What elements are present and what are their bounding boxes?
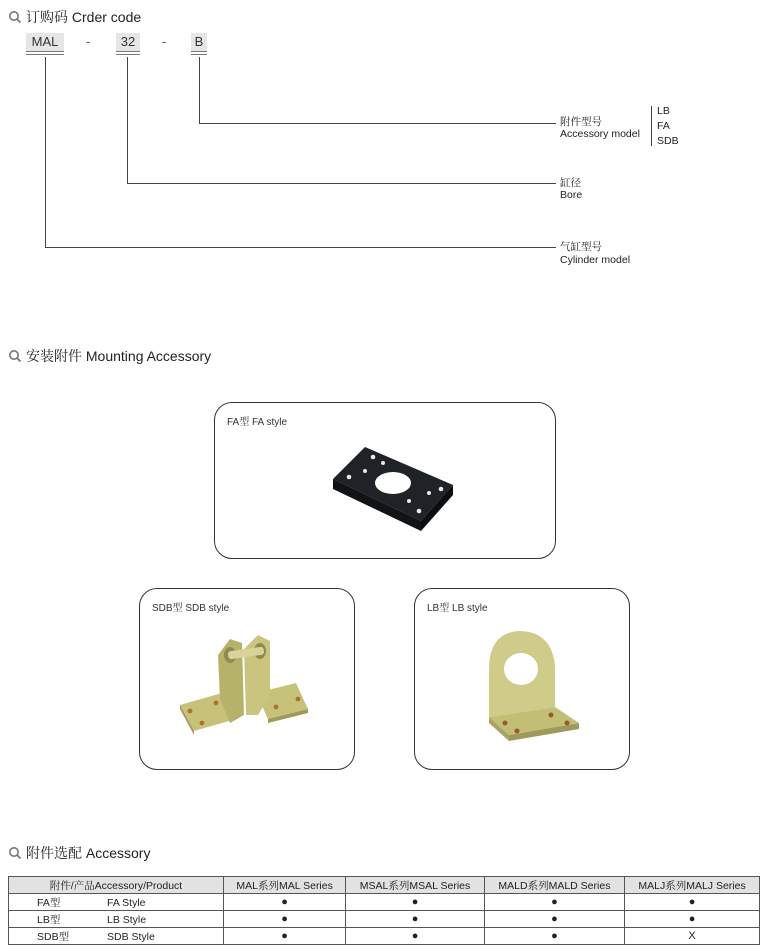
accessory-label-en: Accessory model [560,128,640,140]
column-header: MALJ系列MALJ Series [625,877,760,894]
model-leader-horizontal [45,247,556,248]
product-en: LB Style [107,913,147,926]
compat-cell: ● [625,911,760,928]
magnifier-icon [8,349,22,363]
accessory-label-cn: 附件型号 [560,116,602,128]
column-header: 附件/产品Accessory/Product [9,877,224,894]
mounting-accessory-title [8,346,211,366]
bore-label-cn: 缸径 [560,177,581,189]
table-header-row [9,877,760,894]
order-code-title [8,7,141,27]
product-en: FA Style [107,896,146,909]
lb-foot-image [475,625,590,755]
compat-cell: ● [625,894,760,911]
accessory-options-divider [651,106,652,146]
cylinder-label-cn: 气缸型号 [560,241,602,253]
product-cell [9,928,224,945]
compat-cell: ● [346,911,485,928]
code-separator: - [162,34,167,49]
column-header: MAL系列MAL Series [224,877,346,894]
lb-style-card [414,588,630,770]
sdb-style-label: SDB型 SDB style [152,603,230,614]
accessory-leader-horizontal [199,123,556,124]
product-cn: FA型 [37,896,61,909]
bore-leader-horizontal [127,183,556,184]
bore-leader-vertical [127,57,128,183]
product-cn: SDB型 [37,930,70,943]
table-row [9,928,760,945]
column-header: MSAL系列MSAL Series [346,877,485,894]
compat-cell: ● [484,928,624,945]
fa-style-card [214,402,556,559]
compat-cell: ● [224,928,346,945]
compat-cell: ● [484,911,624,928]
product-cn: LB型 [37,913,61,926]
compat-cell: ● [224,911,346,928]
sdb-style-card [139,588,355,770]
mounting-accessory-title-text: 安装附件 Mounting Accessory [26,348,212,364]
magnifier-icon [8,846,22,860]
code-separator: - [86,34,91,49]
model-leader-vertical [45,57,46,247]
compat-cell: ● [484,894,624,911]
table-row [9,911,760,928]
compat-cell: ● [346,894,485,911]
code-model-box: MAL [26,33,64,51]
lb-style-label: LB型 LB style [427,603,488,614]
product-cell [9,911,224,928]
cylinder-label-en: Cylinder model [560,254,631,266]
column-header: MALD系列MALD Series [484,877,624,894]
product-en: SDB Style [107,930,155,943]
accessory-option-sdb: SDB [657,135,679,147]
code-accessory-box: B [191,33,207,51]
accessory-table-title-text: 附件选配 Accessory [26,845,151,861]
accessory-leader-vertical [199,57,200,123]
fa-style-label: FA型 FA style [227,417,288,428]
accessory-compatibility-table [8,876,760,945]
code-bore-box: 32 [116,33,140,51]
compat-cell: ● [224,894,346,911]
bore-label-en: Bore [560,189,583,201]
product-cell [9,894,224,911]
accessory-table-title [8,843,150,863]
table-row [9,894,760,911]
compat-cell: ● [346,928,485,945]
accessory-option-fa: FA [657,120,670,132]
magnifier-icon [8,10,22,24]
fa-flange-image [325,441,455,541]
compat-cell: X [625,928,760,945]
order-code-title-text: 订购码 Crder code [26,9,142,25]
sdb-clevis-image [178,619,313,739]
accessory-option-lb: LB [657,105,670,117]
